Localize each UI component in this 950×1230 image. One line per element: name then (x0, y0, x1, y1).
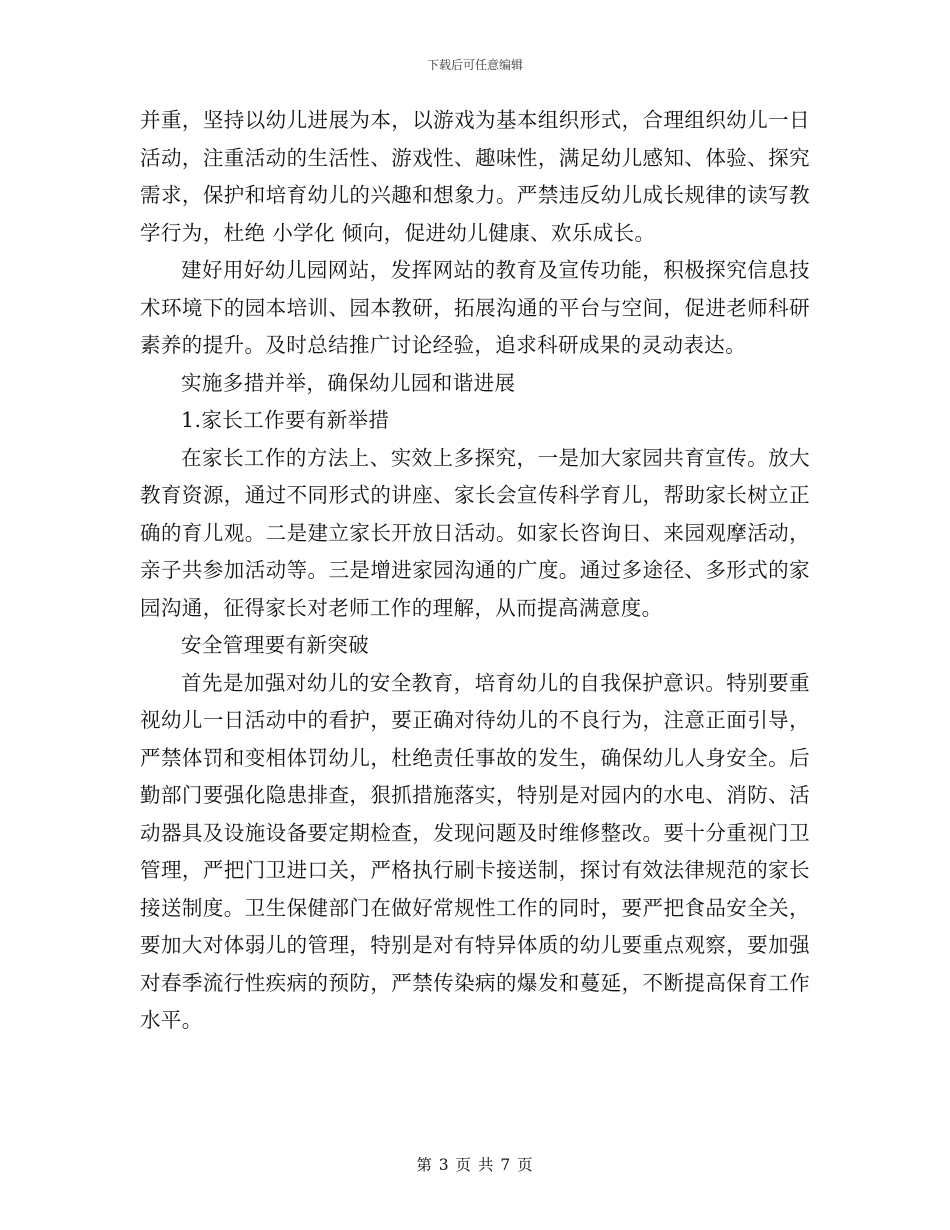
subheading-1: 1.家长工作要有新举措 (181, 408, 390, 432)
paragraph-4: 首先是加强对幼儿的安全教育，培育幼儿的自我保护意识。特别要重视幼儿一日活动中的看护，要正确对待幼儿的不良行为，注意正面引导，严禁体罚和变相体罚幼儿，杜绝责任事故的发生，确保幼儿人身安全。后勤部门要强化隐患排查，狠抓措施落实，特别是对园内的水电、消防、活动器具及设施设备要定期检查，发现问题及时维修整改。要十分重视门卫管理，严把门卫进口关，严格执行刷卡接送制，探讨有效法律规范的家长接送制度。卫生保健部门在做好常规性工作的同时，要严把食品安全关，要加大对体弱儿的管理，特别是对有特异体质的幼儿要重点观察，要加强对春季流行性疾病的预防，严禁传染病的爆发和蔓延，不断提高保育工作水平。 (140, 670, 810, 1032)
page-header: 下载后可任意编辑 (426, 58, 523, 72)
paragraph-1: 并重，坚持以幼儿进展为本，以游戏为基本组织形式，合理组织幼儿一日活动，注重活动的生活性、游戏性、趣味性，满足幼儿感知、体验、探究需求，保护和培育幼儿的兴趣和想象力。严禁违反幼儿成长规律的读写教学行为，杜绝 小学化 倾向，促进幼儿健康、欢乐成长。 (140, 108, 810, 245)
section-heading-1: 实施多措并举，确保幼儿园和谐进展 (181, 370, 516, 395)
document-body (140, 102, 810, 1040)
subheading-2: 安全管理要有新突破 (181, 633, 370, 657)
paragraph-2: 建好用好幼儿园网站，发挥网站的教育及宣传功能，积极探究信息技术环境下的园本培训、园本教研，拓展沟通的平台与空间，促进老师科研素养的提升。及时总结推广讨论经验，追求科研成果的灵动表达。 (140, 258, 810, 357)
paragraph-3: 在家长工作的方法上、实效上多探究，一是加大家园共育宣传。放大教育资源，通过不同形式的讲座、家长会宣传科学育儿，帮助家长树立正确的育儿观。二是建立家长开放日活动。如家长咨询日、来园观摩活动，亲子共参加活动等。三是增进家园沟通的广度。通过多途径、多形式的家园沟通，征得家长对老师工作的理解，从而提高满意度。 (140, 445, 810, 620)
page-footer: 第 3 页 共 7 页 (416, 1156, 534, 1174)
